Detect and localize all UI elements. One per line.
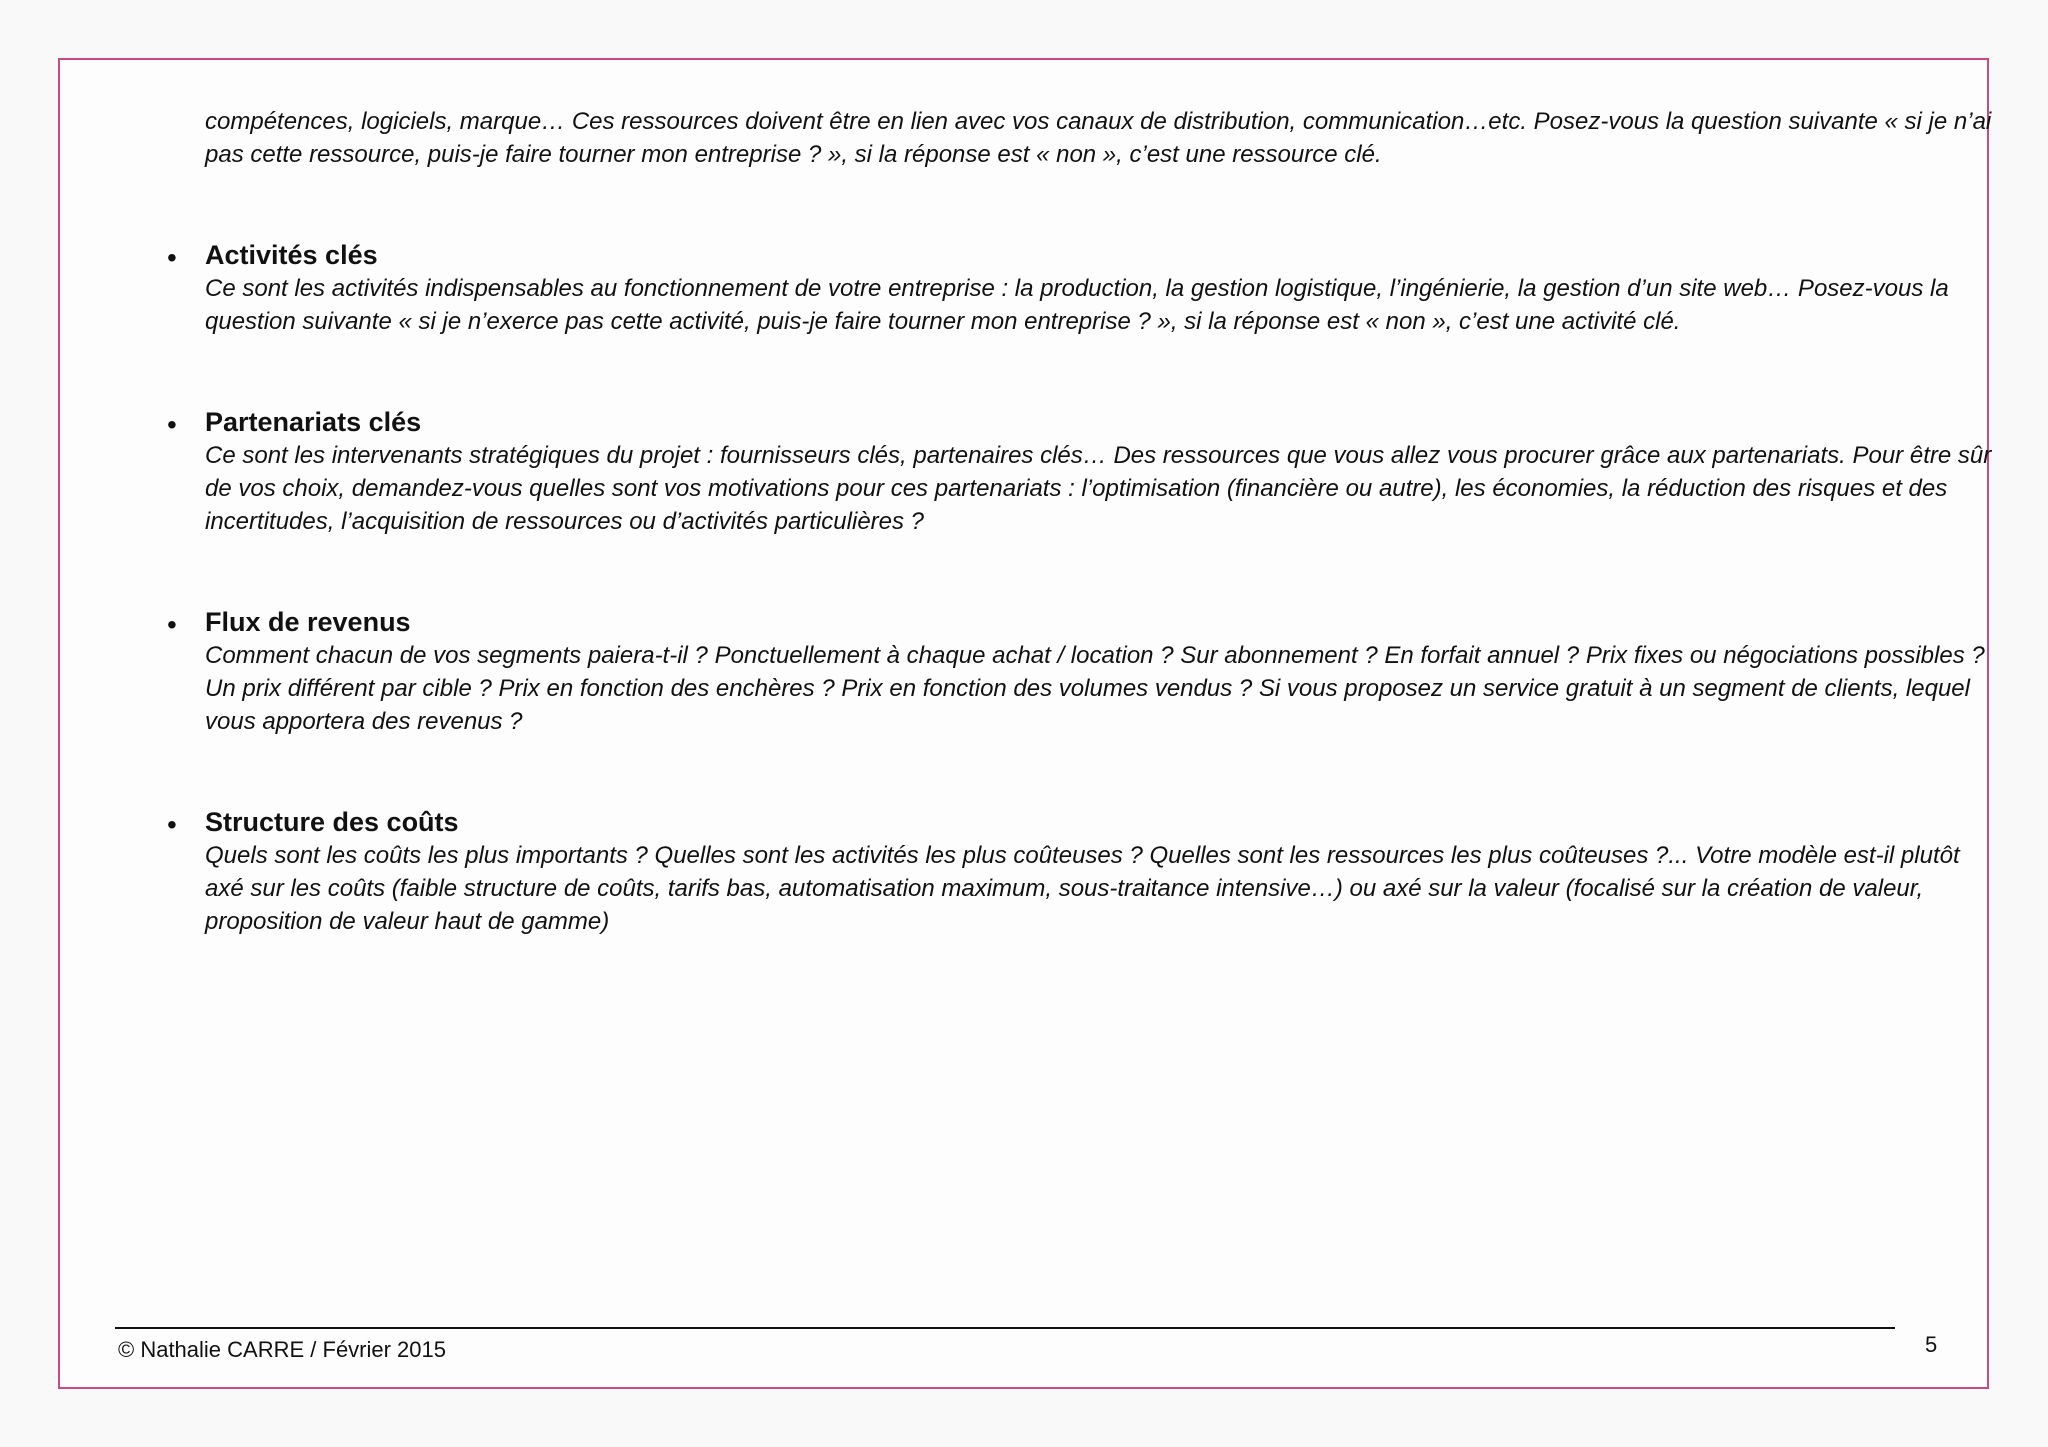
section-flux-de-revenus xyxy=(167,606,1995,738)
intro-paragraph: compétences, logiciels, marque… Ces ressources doivent être en lien avec vos canaux de distribution, communication…etc. Posez-vous la question suivante « si je n’ai pas cette ressource, puis-je faire tourner mon entreprise ? », si la réponse est « non », c’est une ressource clé. xyxy=(205,108,1992,168)
bullet-icon: • xyxy=(167,242,177,273)
page-number: 5 xyxy=(1925,1332,1938,1357)
section-list xyxy=(167,239,1995,938)
section-body: Ce sont les intervenants stratégiques du projet : fournisseurs clés, partenaires clés… Des ressources que vous allez vous procurer grâce aux partenariats. Pour être sûr de vos choix, demandez-vous quelles sont vos motivations pour ces partenariats : l’optimisation (financière ou autre), les économies, la réduction des risques et des incertitudes, l’acquisition de ressources ou d’activités particulières ? xyxy=(205,442,1992,535)
section-title: Structure des coûts xyxy=(205,807,459,837)
bullet-icon: • xyxy=(167,609,177,640)
section-structure-des-couts xyxy=(167,806,1995,938)
section-body: Ce sont les activités indispensables au fonctionnement de votre entreprise : la production, la gestion logistique, l’ingénierie, la gestion d’un site web… Posez-vous la question suivante « si je n’exerce pas cette activité, puis-je faire tourner mon entreprise ? », si la réponse est « non », c’est une activité clé. xyxy=(205,275,1949,335)
section-title: Activités clés xyxy=(205,240,378,270)
footer-divider xyxy=(115,1327,1895,1329)
section-title: Flux de revenus xyxy=(205,607,411,637)
section-title: Partenariats clés xyxy=(205,407,422,437)
section-body: Comment chacun de vos segments paiera-t-il ? Ponctuellement à chaque achat / location ? Sur abonnement ? En forfait annuel ? Prix fixes ou négociations possibles ? Un prix différent par cible ? Prix en fonction des enchères ? Prix en fonction des volumes vendus ? Si vous proposez un service gratuit à un segment de clients, lequel vous apportera des revenus ? xyxy=(205,642,1985,735)
section-partenariats-cles xyxy=(167,406,1995,538)
section-body: Quels sont les coûts les plus importants ? Quelles sont les activités les plus coûteuses ? Quelles sont les ressources les plus coûteuses ?... Votre modèle est-il plutôt axé sur les coûts (faible structure de coûts, tarifs bas, automatisation maximum, sous-traitance intensive…) ou axé sur la valeur (focalisé sur la création de valeur, proposition de valeur haut de gamme) xyxy=(205,842,1960,935)
document-page xyxy=(58,58,1992,1389)
bullet-icon: • xyxy=(167,409,177,440)
footer-copyright: © Nathalie CARRE / Février 2015 xyxy=(118,1337,447,1362)
page-content xyxy=(167,105,1995,938)
bullet-icon: • xyxy=(167,809,177,840)
section-activites-cles xyxy=(167,239,1995,338)
